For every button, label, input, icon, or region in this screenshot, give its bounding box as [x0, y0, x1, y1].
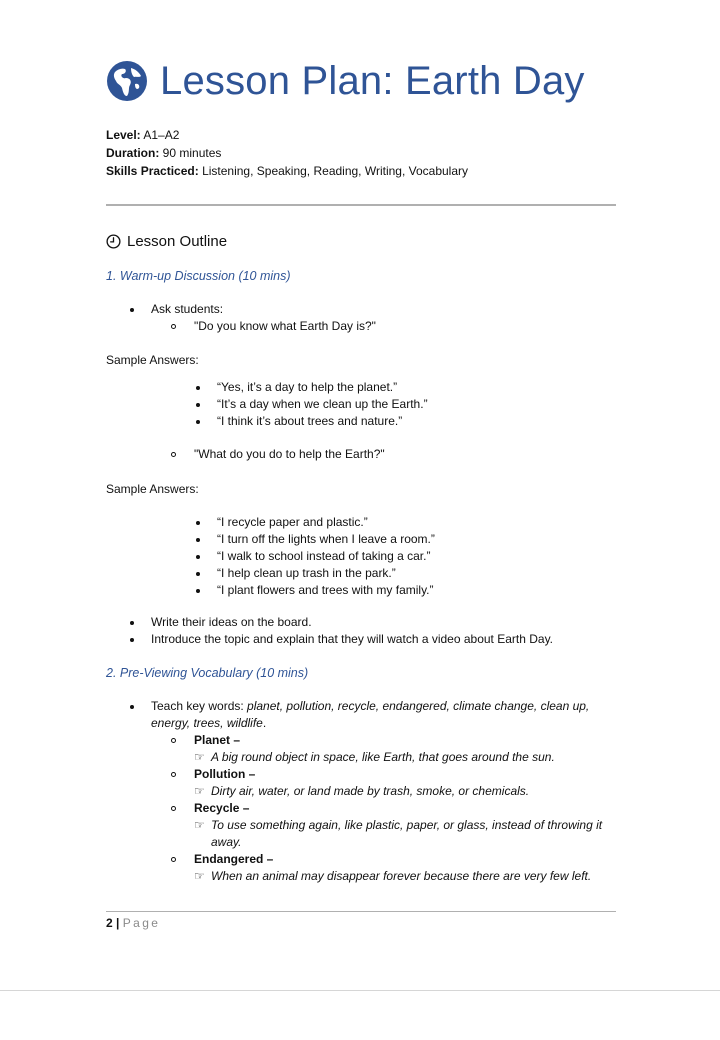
pointing-hand-icon: ☞ — [194, 869, 205, 883]
page-footer — [106, 915, 160, 931]
sample-answers-list-1 — [106, 379, 616, 430]
vocab-list — [106, 732, 616, 885]
meta-level-label: Level: — [106, 128, 141, 142]
meta-skills — [106, 162, 616, 180]
outline-heading — [106, 230, 616, 252]
pointing-hand-icon: ☞ — [194, 750, 205, 764]
section1-heading: 1. Warm-up Discussion (10 mins) — [106, 269, 291, 283]
vocab-term — [194, 851, 616, 868]
vocab-term-text: Endangered – — [194, 852, 274, 866]
list-item: Ask students: — [151, 301, 616, 318]
list-item: “I recycle paper and plastic.” — [217, 514, 616, 531]
pointing-hand-icon: ☞ — [194, 818, 205, 832]
vocab-definition — [194, 749, 616, 766]
list-item: "Do you know what Earth Day is?" — [194, 318, 616, 335]
list-item — [151, 698, 616, 732]
list-item: “It’s a day when we clean up the Earth.” — [217, 396, 616, 413]
meta-duration-label: Duration: — [106, 146, 160, 160]
page-number: 2 — [106, 916, 113, 930]
meta-skills-label: Skills Practiced: — [106, 164, 199, 178]
clock-icon — [106, 234, 121, 249]
vocab-definition-text: To use something again, like plastic, paper, or glass, instead of throwing it away. — [211, 818, 603, 849]
list-item: Write their ideas on the board. — [151, 614, 616, 631]
sample-answers-list-2 — [106, 514, 616, 599]
list-item: "What do you do to help the Earth?" — [194, 446, 616, 463]
list-item: “Yes, it’s a day to help the planet.” — [217, 379, 616, 396]
sample-answers-label: Sample Answers: — [106, 353, 199, 367]
vocab-term-text: Planet – — [194, 733, 241, 747]
teach-suffix: . — [262, 716, 267, 730]
pointing-hand-icon: ☞ — [194, 784, 205, 798]
meta-duration-value: 90 minutes — [162, 146, 222, 160]
meta-level-value: A1–A2 — [143, 128, 180, 142]
meta-level — [106, 126, 616, 144]
list-item: “I think it’s about trees and nature.” — [217, 413, 616, 430]
page-title: Lesson Plan: Earth Day — [160, 59, 585, 103]
vocab-term-text: Pollution – — [194, 767, 256, 781]
page-word: Page — [122, 916, 161, 930]
list-item: “I help clean up trash in the park.” — [217, 565, 616, 582]
vocab-term — [194, 800, 616, 817]
meta-skills-value: Listening, Speaking, Reading, Writing, Vocabulary — [202, 164, 469, 178]
globe-icon — [106, 60, 148, 102]
teach-prefix: Teach key words: — [151, 699, 248, 713]
steps-list — [106, 614, 616, 648]
meta-duration — [106, 144, 616, 162]
vocab-term — [194, 732, 616, 749]
footer-divider — [106, 911, 616, 912]
vocab-definition-text: Dirty air, water, or land made by trash, smoke, or chemicals. — [211, 784, 530, 798]
section2-heading: 2. Pre-Viewing Vocabulary (10 mins) — [106, 666, 309, 680]
vocab-term — [194, 766, 616, 783]
footer-separator: | — [116, 916, 120, 930]
outline-heading-text: Lesson Outline — [127, 232, 228, 250]
page-edge — [0, 990, 720, 991]
sample-answers-label: Sample Answers: — [106, 482, 199, 496]
teach-words: planet, pollution, recycle, endangered, climate change, clean up, energy, trees, wildlife — [151, 699, 590, 730]
list-item: “I plant flowers and trees with my family.” — [217, 582, 616, 599]
vocab-term-text: Recycle – — [194, 801, 250, 815]
page-content — [106, 56, 616, 885]
list-item: “I walk to school instead of taking a car.” — [217, 548, 616, 565]
list-item: “I turn off the lights when I leave a room.” — [217, 531, 616, 548]
lesson-meta — [106, 126, 616, 180]
divider — [106, 204, 616, 206]
vocab-definition — [194, 868, 616, 885]
title-row — [106, 56, 616, 106]
vocab-definition — [194, 783, 616, 800]
vocab-definition-text: A big round object in space, like Earth, that goes around the sun. — [211, 750, 555, 764]
vocab-definition — [194, 817, 616, 851]
list-item: Introduce the topic and explain that they will watch a video about Earth Day. — [151, 631, 616, 648]
vocab-definition-text: When an animal may disappear forever because there are very few left. — [211, 869, 592, 883]
